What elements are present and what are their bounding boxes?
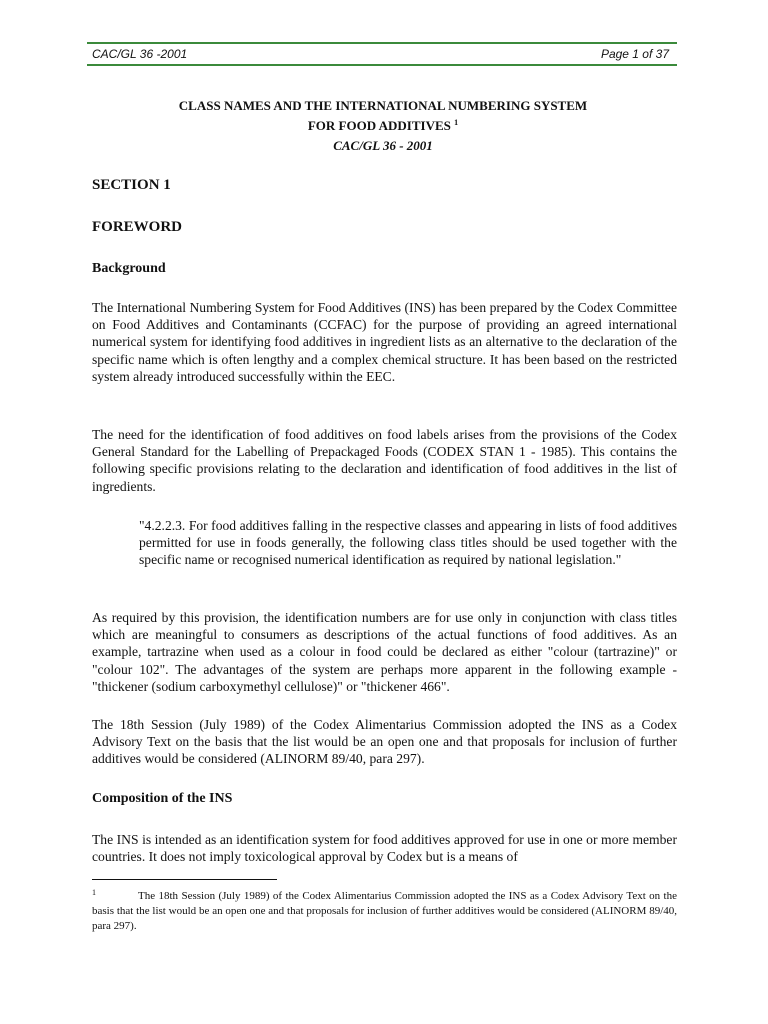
background-paragraph-2: The need for the identification of food additives on food labels arises from the provisions of the Codex General Standard for the Labelling of Prepackaged Foods (CODEX STAN 1 - 1985). This contains the following specific provisions relating to the declaration and identification of food additives in the list of ingredients.	[92, 427, 677, 494]
page-header	[87, 42, 677, 66]
title-subtitle: CAC/GL 36 - 2001	[333, 138, 433, 153]
title-line-1: CLASS NAMES AND THE INTERNATIONAL NUMBERING SYSTEM	[178, 98, 588, 113]
title-line-2: FOR FOOD ADDITIVES $^1$	[307, 118, 459, 133]
background-heading: Background	[92, 261, 166, 276]
footnote-text: The 18th Session (July 1989) of the Codex Alimentarius Commission adopted the INS as a Codex Advisory Text on the basis that the list would be an open one and that proposals for inclusion of further additives would be considered (ALINORM 89/40, para 297).	[92, 890, 677, 932]
background-paragraph-4: The 18th Session (July 1989) of the Codex Alimentarius Commission adopted the INS as a Codex Advisory Text on the basis that the list would be an open one and that proposals for inclusion of further additives would be considered (ALINORM 89/40, para 297).	[92, 717, 677, 767]
doc-code: CAC/GL 36 -2001	[92, 47, 188, 61]
document-title	[87, 97, 679, 154]
footnote-ref: 1	[454, 118, 459, 127]
composition-paragraph-1: The INS is intended as an identification system for food additives approved for use in one or more member countries. It does not imply toxicological approval by Codex but is a means of	[92, 832, 677, 865]
block-quote: "4.2.2.3. For food additives falling in the respective classes and appearing in lists of food additives permitted for use in foods generally, the following class titles should be used together with the specific name or recognised numerical identification as required by national legislation."	[139, 518, 677, 568]
section-heading: SECTION 1	[92, 177, 171, 193]
background-paragraph-3: As required by this provision, the identification numbers are for use only in conjunction with class titles which are meaningful to consumers as descriptions of the actual functions of food additives. As an example, tartrazine when used as a colour in food could be declared as either "colour (tartrazine)" or "colour 102". The advantages of the system are perhaps more apparent in the following example - "thickener (sodium carboxymethyl cellulose)" or "thickener 466".	[92, 610, 677, 694]
composition-heading: Composition of the INS	[92, 791, 233, 806]
background-paragraph-1: The International Numbering System for Food Additives (INS) has been prepared by the Codex Committee on Food Additives and Contaminants (CCFAC) for the purpose of providing an agreed international numerical system for identifying food additives in ingredient lists as an alternative to the declaration of the specific name which is often lengthy and a complex chemical structure. It has been based on the restricted system already introduced successfully within the EEC.	[92, 300, 677, 384]
footnote	[92, 885, 677, 934]
foreword-heading: FOREWORD	[92, 219, 182, 235]
footnote-divider	[92, 879, 277, 880]
footnote-mark: 1	[92, 888, 96, 897]
page-number: Page 1 of 37	[600, 47, 669, 61]
